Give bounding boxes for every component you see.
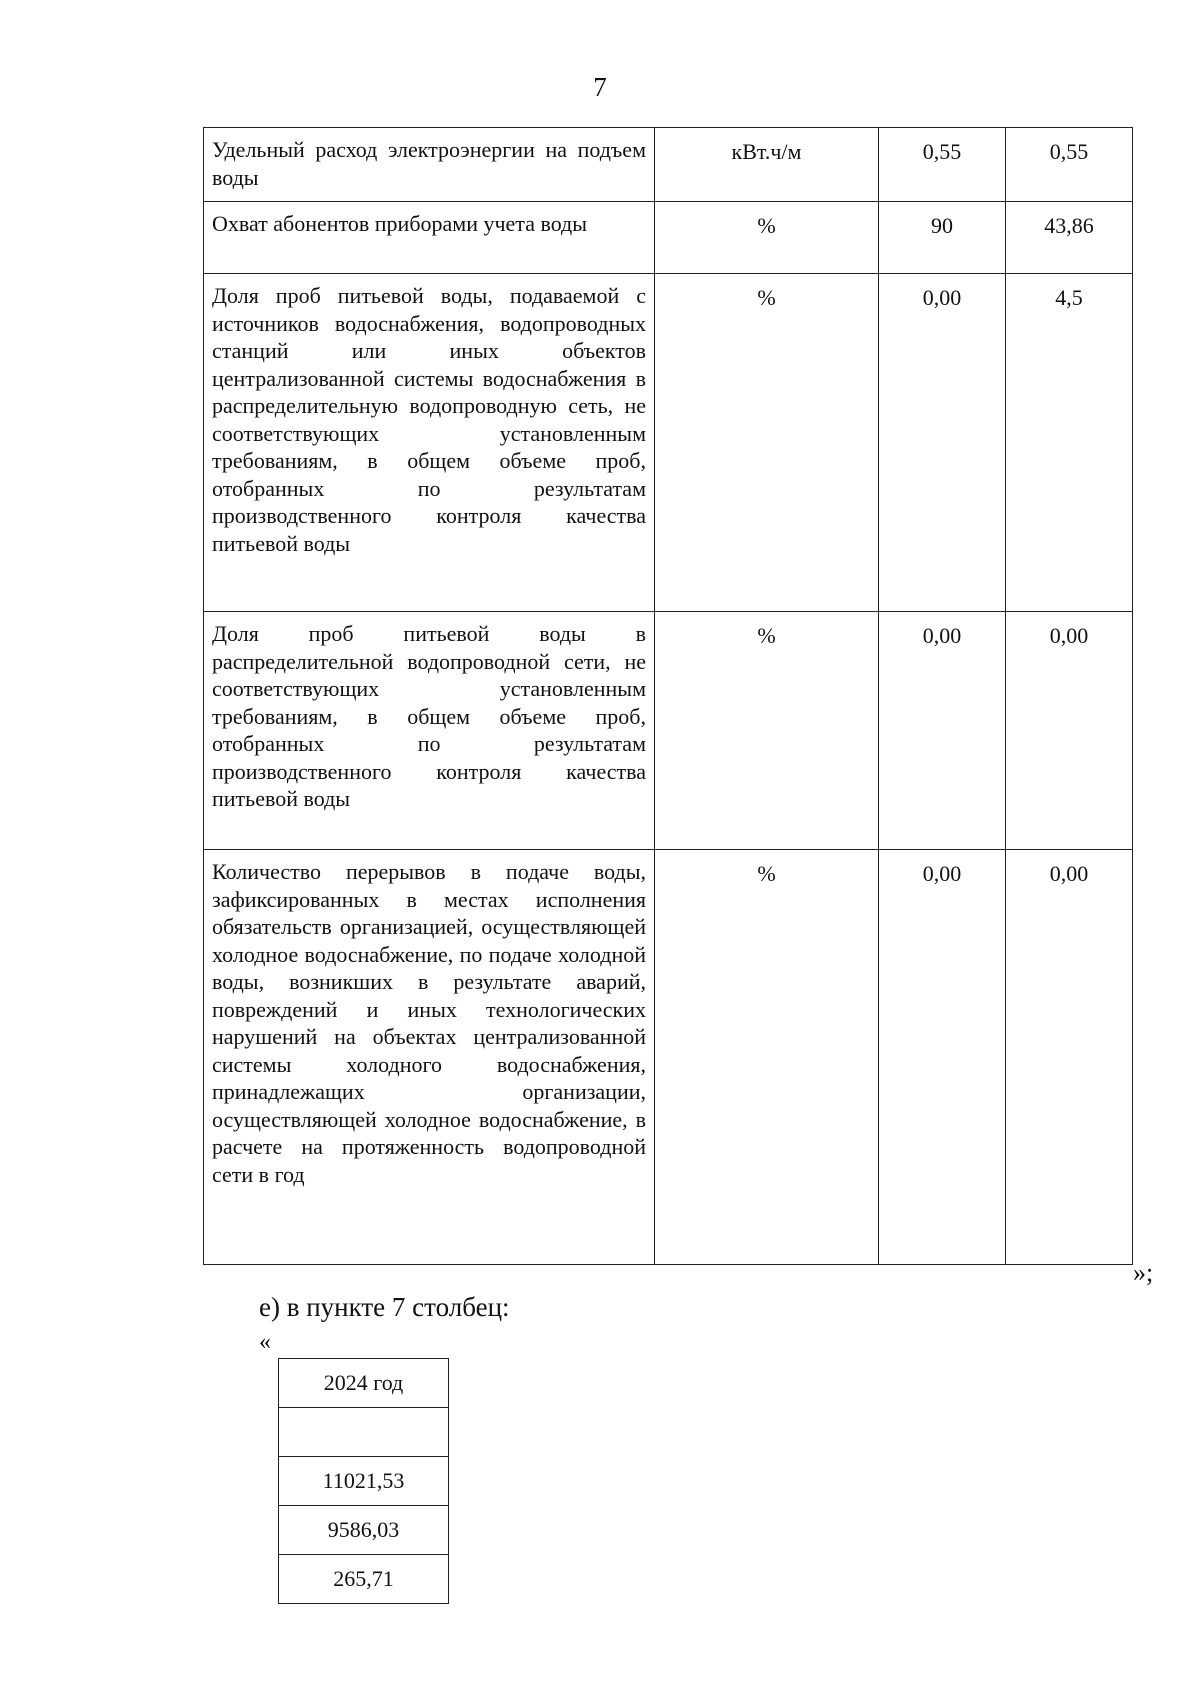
table-row (279, 1359, 449, 1408)
opening-quote: « (259, 1329, 271, 1355)
table-row (204, 128, 1133, 202)
indicator-value-2: 0,55 (1006, 128, 1133, 202)
page-number: 7 (593, 72, 607, 102)
table-row (279, 1457, 449, 1506)
indicator-unit: % (655, 202, 879, 274)
indicator-value-2: 0,00 (1006, 850, 1133, 1265)
indicator-value-1: 0,00 (879, 274, 1006, 612)
indicator-name: Доля проб питьевой воды в распределительной водопроводной сети, не соответствующих установленным требованиям, в общем объеме проб, отобранных по результатам производственного контроля качества питьевой воды (204, 612, 655, 850)
indicator-name: Охват абонентов приборами учета воды (204, 202, 655, 274)
indicator-name: Количество перерывов в подаче воды, зафиксированных в местах исполнения обязательств организацией, осуществляющей холодное водоснабжение, по подаче холодной воды, возникших в результате аварий, повреждений и иных технологических нарушений на объектах централизованной системы холодного водоснабжения, принадлежащих организации, осуществляющей холодное водоснабжение, в расчете на протяженность водопроводной сети в год (204, 850, 655, 1265)
indicator-value-1: 0,00 (879, 612, 1006, 850)
indicator-unit: % (655, 850, 879, 1265)
indicator-value-2: 0,00 (1006, 612, 1133, 850)
year-column-table (278, 1358, 449, 1604)
column-cell: 11021,53 (279, 1457, 449, 1506)
column-cell (279, 1408, 449, 1457)
indicator-unit: % (655, 612, 879, 850)
indicator-unit: % (655, 274, 879, 612)
table-row (279, 1408, 449, 1457)
column-cell: 9586,03 (279, 1506, 449, 1555)
indicator-value-2: 43,86 (1006, 202, 1133, 274)
indicator-value-2: 4,5 (1006, 274, 1133, 612)
indicators-table (203, 127, 1133, 1265)
indicator-value-1: 90 (879, 202, 1006, 274)
table-row (204, 202, 1133, 274)
indicator-value-1: 0,00 (879, 850, 1006, 1265)
column-header: 2024 год (279, 1359, 449, 1408)
closing-quote: »; (1133, 1258, 1154, 1287)
indicator-value-1: 0,55 (879, 128, 1006, 202)
table-row (279, 1555, 449, 1604)
indicator-name: Удельный расход электроэнергии на подъем воды (204, 128, 655, 202)
indicator-name: Доля проб питьевой воды, подаваемой с источников водоснабжения, водопроводных станций или иных объектов централизованной системы водоснабжения в распределительную водопроводную сеть, не соответствующих установленным требованиям, в общем объеме проб, отобранных по результатам производственного контроля качества питьевой воды (204, 274, 655, 612)
table-row (204, 274, 1133, 612)
table-row (279, 1506, 449, 1555)
table-row (204, 850, 1133, 1265)
column-cell: 265,71 (279, 1555, 449, 1604)
indicator-unit: кВт.ч/м (655, 128, 879, 202)
amendment-paragraph: е) в пункте 7 столбец: (259, 1292, 510, 1322)
table-row (204, 612, 1133, 850)
